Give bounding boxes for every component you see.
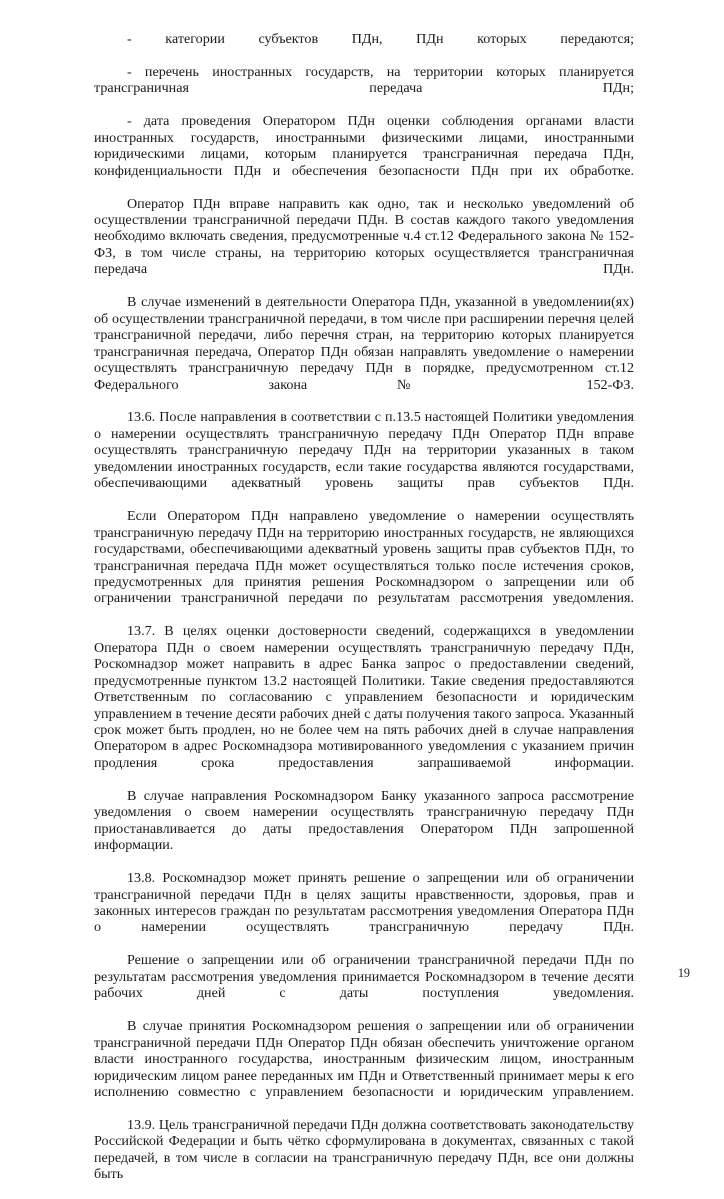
paragraph: Решение о запрещении или об ограничении трансграничной передачи ПДн по результатам рассмотрения уведомления принимается Роскомнадзором в течение десяти рабочих дней с даты поступления уведомления. (94, 952, 634, 1002)
paragraph: 13.6. После направления в соответствии с п.13.5 настоящей Политики уведомления о намерении осуществлять трансграничную передачу ПДн Оператор ПДн вправе осуществлять трансграничную передачу ПДн на территории указанных в таком уведомлении иностранных государств, если такие государства являются государствами, обеспечивающими адекватный уровень защиты прав субъектов ПДн. (94, 409, 634, 492)
paragraph: 13.7. В целях оценки достоверности сведений, содержащихся в уведомлении Оператора ПДн о своем намерении осуществлять трансграничную передачу ПДн, Роскомнадзор может направить в адрес Банка запрос о предоставлении сведений, предусмотренные пунктом 13.2 настоящей Политики. Такие сведения предоставляются Ответственным по согласованию с управлением безопасности и юридическим управлением в течение десяти рабочих дней с даты получения такого запроса. Указанный срок может быть продлен, но не более чем на пять рабочих дней в случае направления Оператором в адрес Роскомнадзора мотивированного уведомления с указанием причин продления срока предоставления запрашиваемой информации. (94, 623, 634, 771)
paragraph: Оператор ПДн вправе направить как одно, так и несколько уведомлений об осуществлении трансграничной передачи ПДн. В состав каждого такого уведомления необходимо включать сведения, предусмотренные ч.4 ст.12 Федерального закона № 152-ФЗ, в том числе страны, на территорию которых осуществляется трансграничная передача ПДн. (94, 195, 634, 278)
paragraph: 13.9. Цель трансграничной передачи ПДн должна соответствовать законодательству Российской Федерации и быть чётко сформулирована в документах, связанных с такой передачей, в том числе в согласии на трансграничную передачу ПДн, все они должны быть (94, 1116, 634, 1183)
paragraph: В случае изменений в деятельности Оператора ПДн, указанной в уведомлении(ях) об осуществлении трансграничной передачи, в том числе при расширении перечня целей трансграничной передачи, либо перечня стран, на территорию которых планируется трансграничная передача, Оператор ПДн обязан направлять уведомление о намерении осуществлять трансграничную передачу ПДн в порядке, предусмотренном ст.12 Федерального закона № 152-ФЗ. (94, 294, 634, 393)
paragraph: В случае направления Роскомнадзором Банку указанного запроса рассмотрение уведомления о своем намерении осуществлять трансграничную передачу ПДн приостанавливается до даты предоставления Оператором ПДн запрошенной информации. (94, 787, 634, 854)
paragraph: В случае принятия Роскомнадзором решения о запрещении или об ограничении трансграничной передачи ПДн Оператор ПДн обязан обеспечить уничтожение органом власти иностранного государства, иностранным физическим лицом, иностранным юридическим лицом ранее переданных им ПДн и Ответственный принимает меры к его исполнению совместно с управлением безопасности и юридическим управлением. (94, 1018, 634, 1100)
paragraph: - категории субъектов ПДн, ПДн которых передаются; (127, 31, 634, 47)
paragraph: - дата проведения Оператором ПДн оценки соблюдения органами власти иностранных государств, иностранными физическими лицами, иностранными юридическими лицами, которым планируется трансграничная передача ПДн, конфиденциальности ПДн и обеспечения безопасности ПДн при их обработке. (94, 113, 634, 179)
paragraph: Если Оператором ПДн направлено уведомление о намерении осуществлять трансграничную передачу ПДн на территорию иностранных государств, не являющихся государствами, обеспечивающими адекватный уровень защиты прав субъектов ПДн, то трансграничная передача ПДн может осуществляться только после истечения сроков, предусмотренных для принятия решения Роскомнадзором о запрещении или об ограничении трансграничной передачи по результатам рассмотрения уведомления. (94, 508, 634, 607)
paragraph: - перечень иностранных государств, на территории которых планируется трансграничная передача ПДн; (94, 63, 634, 97)
paragraph: 13.8. Роскомнадзор может принять решение о запрещении или об ограничении трансграничной передачи ПДн в целях защиты нравственности, здоровья, прав и законных интересов граждан по результатам рассмотрения уведомления Оператора ПДн о намерении осуществлять трансграничную передачу ПДн. (94, 870, 634, 936)
page-number: 19 (677, 966, 690, 980)
document-body (94, 31, 634, 1199)
